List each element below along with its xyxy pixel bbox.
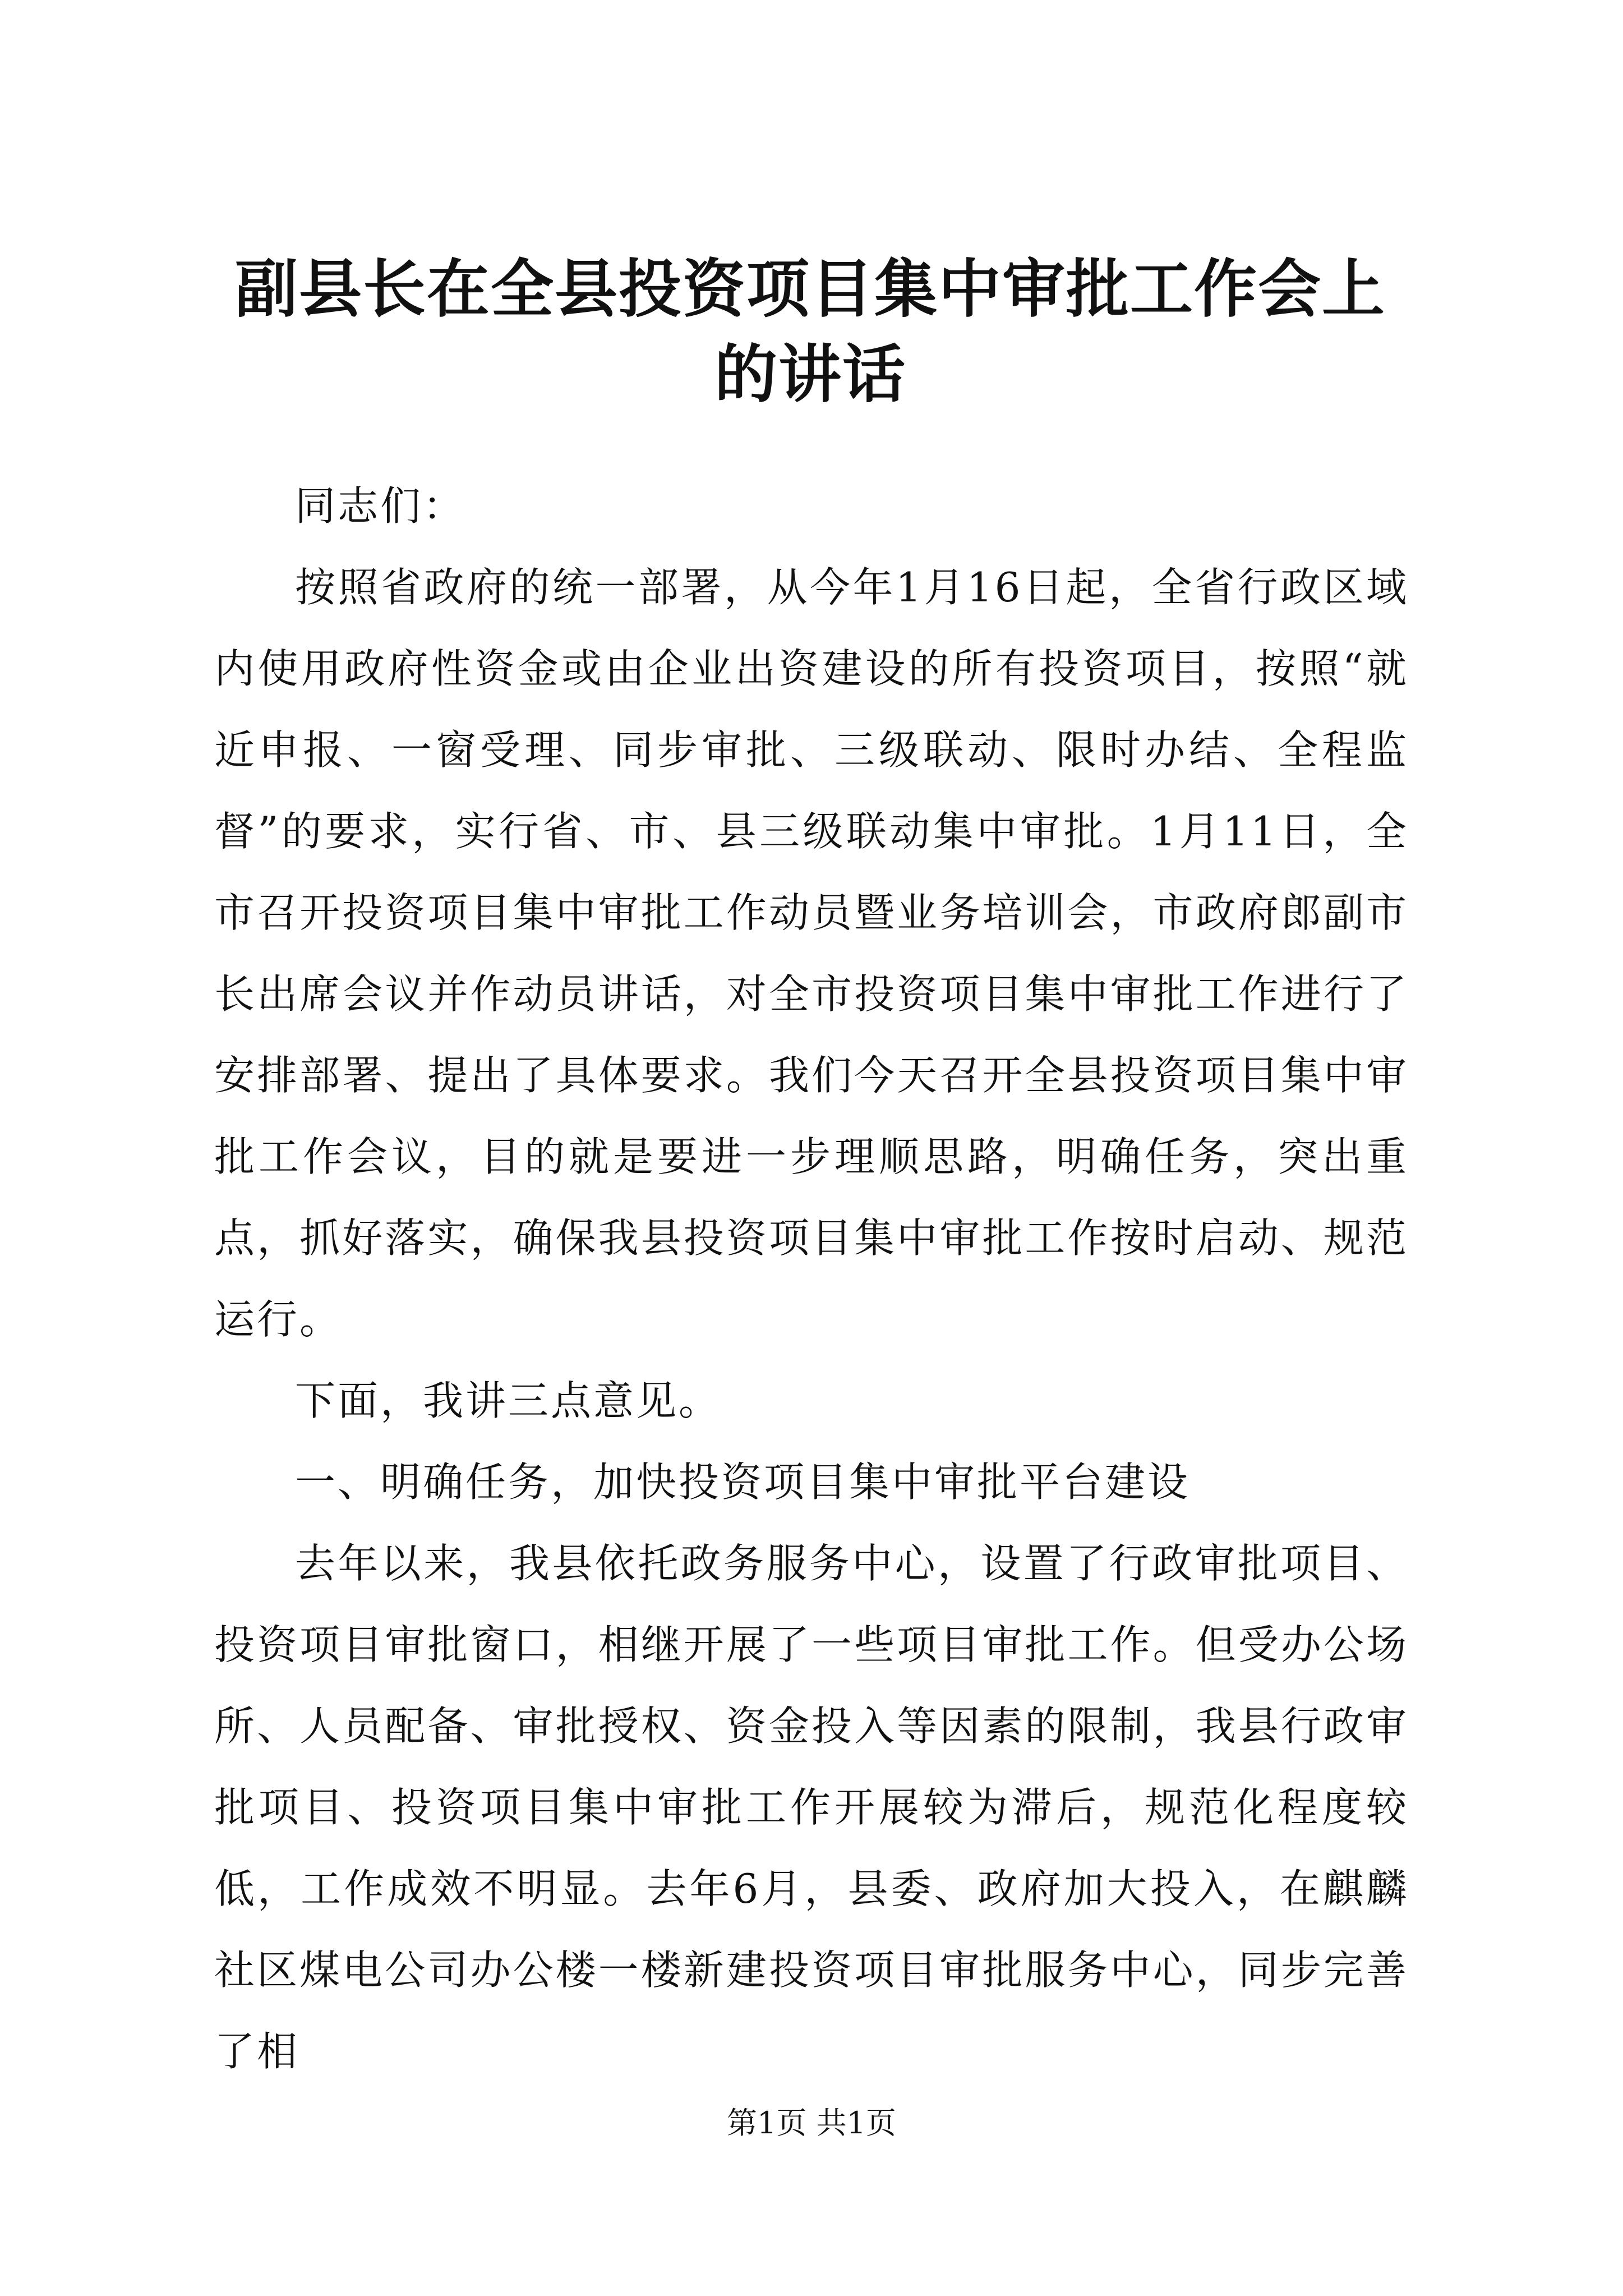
salutation-paragraph: 同志们： bbox=[295, 482, 466, 530]
body-paragraph: 去年以来，我县依托政务服务中心，设置了行政审批项目、投资项目审批窗口，相继开展了一些项目审批工作。但受办公场所、人员配备、审批授权、资金投入等因素的限制，我县行政审批项目、投资项目集中审批工作开展较为滞后，规范化程度较低，工作成效不明显。去年6月，县委、政府加大投入，在麒麟社区煤电公司办公楼一楼新建投资项目审批服务中心，同步完善了相 bbox=[214, 1540, 1409, 2075]
document-title: 副县长在全县投资项目集中审批工作会上的讲话 bbox=[235, 253, 1386, 411]
page-footer: 第1页 共1页 bbox=[727, 2105, 896, 2141]
body-paragraph: 按照省政府的统一部署，从今年1月16日起，全省行政区域内使用政府性资金或由企业出资建设的所有投资项目，按照“就近申报、一窗受理、同步审批、三级联动、限时办结、全程监督”的要求，实行省、市、县三级联动集中审批。1月11日，全市召开投资项目集中审批工作动员暨业务培训会，市政府郎副市长出席会议并作动员讲话，对全市投资项目集中审批工作进行了安排部署、提出了具体要求。我们今天召开全县投资项目集中审批工作会议，目的就是要进一步理顺思路，明确任务，突出重点，抓好落实，确保我县投资项目集中审批工作按时启动、规范运行。 bbox=[214, 564, 1409, 1343]
body-paragraph: 下面，我讲三点意见。 bbox=[295, 1377, 722, 1424]
document-body bbox=[214, 466, 1409, 2092]
section-heading: 一、明确任务，加快投资项目集中审批平台建设 bbox=[295, 1458, 1191, 1506]
